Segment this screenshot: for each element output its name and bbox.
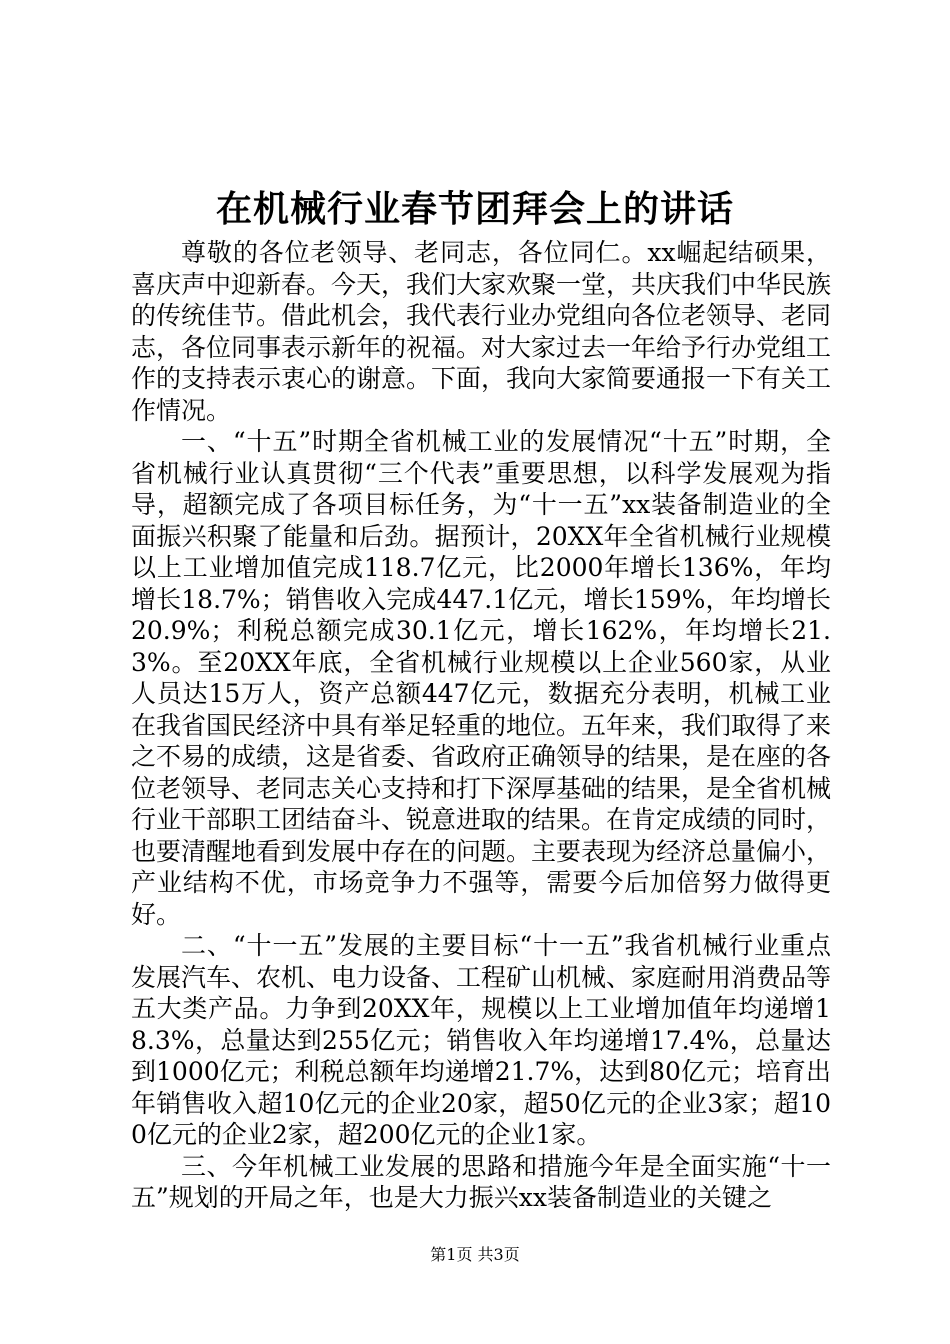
page-number-footer: 第1页 共3页 xyxy=(430,1245,520,1264)
paragraph-section-three: 三、今年机械工业发展的思路和措施今年是全面实施“十一五”规划的开局之年，也是大力振兴xx装备制造业的关键之 xyxy=(131,1151,831,1212)
paragraph-section-two: 二、“十一五”发展的主要目标“十一五”我省机械行业重点发展汽车、农机、电力设备、工程矿山机械、家庭耐用消费品等五大类产品。力争到20XX年，规模以上工业增加值年均递增18.3%，总量达到255亿元；销售收入年均递增17.4%，总量达到1000亿元；利税总额年均递增21.7%，达到80亿元；培育出年销售收入超10亿元的企业20家，超50亿元的企业3家；超100亿元的企业2家，超200亿元的企业1家。 xyxy=(131,931,832,1149)
document-body xyxy=(131,237,831,1214)
document-title: 在机械行业春节团拜会上的讲话 xyxy=(215,188,734,230)
paragraph-greeting: 尊敬的各位老领导、老同志，各位同仁。xx崛起结硕果，喜庆声中迎新春。今天，我们大家欢聚一堂，共庆我们中华民族的传统佳节。借此机会，我代表行业办党组向各位老领导、老同志，各位同事表示新年的祝福。对大家过去一年给予行办党组工作的支持表示衷心的谢意。下面，我向大家简要通报一下有关工作情况。 xyxy=(131,238,832,425)
paragraph-section-one: 一、“十五”时期全省机械工业的发展情况“十五”时期，全省机械行业认真贯彻“三个代表”重要思想，以科学发展观为指导，超额完成了各项目标任务，为“十一五”xx装备制造业的全面振兴积聚了能量和后劲。据预计，20XX年全省机械行业规模以上工业增加值完成118.7亿元，比2000年增长136%，年均增长18.7%；销售收入完成447.1亿元，增长159%，年均增长20.9%；利税总额完成30.1亿元，增长162%，年均增长21.3%。至20XX年底，全省机械行业规模以上企业560家，从业人员达15万人，资产总额447亿元，数据充分表明，机械工业在我省国民经济中具有举足轻重的地位。五年来，我们取得了来之不易的成绩，这是省委、省政府正确领导的结果，是在座的各位老领导、老同志关心支持和打下深厚基础的结果，是全省机械行业干部职工团结奋斗、锐意进取的结果。在肯定成绩的同时，也要清醒地看到发展中存在的问题。主要表现为经济总量偏小，产业结构不优，市场竞争力不强等，需要今后加倍努力做得更好。 xyxy=(131,427,832,929)
